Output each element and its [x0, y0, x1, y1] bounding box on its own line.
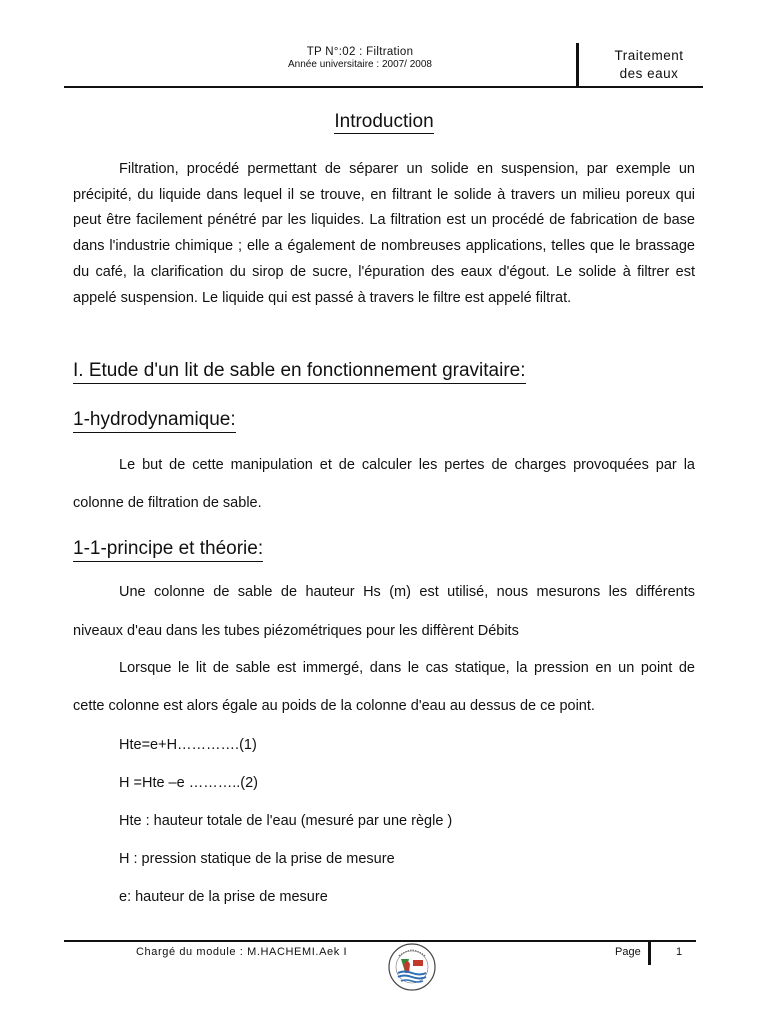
university-logo-icon — [387, 942, 437, 992]
header-course-info — [150, 46, 570, 70]
principe-text-line-4: cette colonne est alors égale au poids de la colonne d'eau au dessus de ce point. — [73, 698, 595, 714]
footer-page-label: Page — [615, 946, 641, 958]
hydro-text-line-2: colonne de filtration de sable. — [73, 495, 262, 511]
intro-paragraph: Filtration, procédé permettant de séparer un solide en suspension, par exemple un précipité, du liquide dans lequel il se trouve, en filtrant le solide à travers un milieu poreux qui peut être facilement pénétré par les liquides. La filtration est un procédé de fabrication de base dans l'industrie chimique ; elle a également de nombreuses applications, telles que le brassage du café, la clarification du sirop de sucre, l'épuration des eaux d'égout. Le solide à filtrer est appelé suspension. Le liquide qui est passé à travers le filtre est appelé filtrat. — [73, 161, 695, 306]
principe-text-line-3: Lorsque le lit de sable est immergé, dans le cas statique, la pression en un point de — [119, 660, 695, 676]
header-tp-title: TP N°:02 : Filtration — [306, 46, 414, 58]
page-title: Introduction — [334, 111, 434, 132]
footer-author: Chargé du module : M.HACHEMI.Aek I — [136, 946, 348, 958]
header-subject-line2: des eaux — [619, 66, 679, 81]
definition-h: H : pression statique de la prise de mesure — [119, 851, 395, 867]
header-academic-year: Année universitaire : 2007/ 2008 — [288, 59, 432, 70]
university-logo — [387, 942, 437, 992]
section-heading-1-1: 1-hydrodynamique: — [73, 408, 236, 433]
footer-rule — [64, 940, 696, 942]
header-rule — [64, 86, 703, 88]
hydro-text-line-1: Le but de cette manipulation et de calculer les pertes de charges provoquées par la — [119, 457, 695, 473]
equation-2: H =Hte –e ………..(2) — [119, 775, 258, 791]
principe-text-line-1: Une colonne de sable de hauteur Hs (m) est utilisé, nous mesurons les différents — [119, 584, 695, 600]
equation-1: Hte=e+H………….(1) — [119, 737, 257, 753]
definition-hte: Hte : hauteur totale de l'eau (mesuré par une règle ) — [119, 813, 453, 829]
footer-page-number: 1 — [676, 946, 683, 958]
header-divider — [576, 43, 579, 87]
header-subject — [588, 47, 710, 83]
definition-e: e: hauteur de la prise de mesure — [119, 889, 328, 905]
section-heading-1-1-1: 1-1-principe et théorie: — [73, 537, 263, 562]
footer-divider — [648, 941, 651, 965]
section-heading-1: I. Etude d'un lit de sable en fonctionnement gravitaire: — [73, 359, 526, 384]
header-subject-line1: Traitement — [614, 48, 684, 63]
principe-text-line-2: niveaux d'eau dans les tubes piézométriques pour les diffèrent Débits — [73, 623, 519, 639]
